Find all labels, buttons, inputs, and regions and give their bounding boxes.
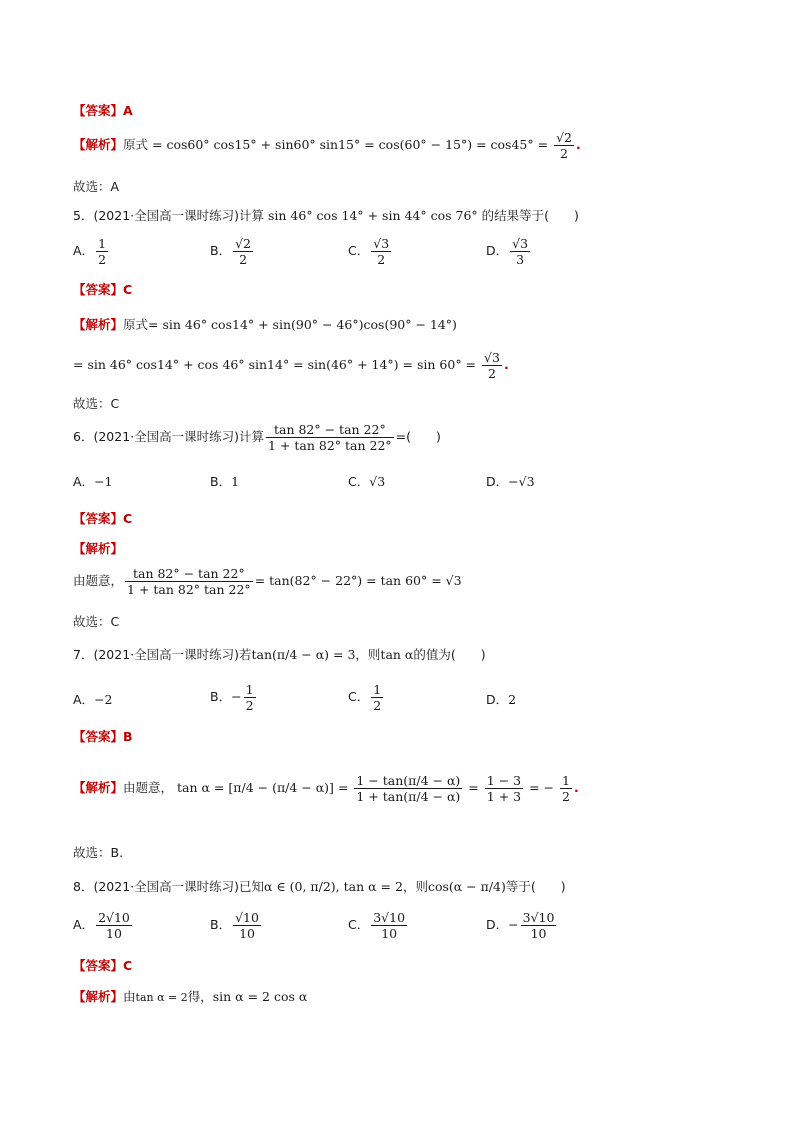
q5-option-d[interactable]: D． $\frac{√3}{3}$ — [486, 236, 529, 267]
q8-analysis-line — [73, 987, 307, 1005]
stem-expression: sin 46° cos 14° + sin 44° cos 76° — [267, 208, 478, 223]
stem-prefix: 8．(2021·全国高一课时练习)已知 — [73, 879, 264, 894]
analysis-fraction-1-3: $\frac{1 - 3}{1 + 3}$ — [486, 773, 522, 804]
analysis-equals-neg: = − — [529, 780, 554, 795]
q6-stem — [73, 422, 441, 453]
stem-prefix: 5．(2021·全国高一课时练习)计算 — [73, 208, 264, 223]
q7-stem — [73, 645, 486, 663]
analysis-equals: = — [337, 780, 349, 795]
stem-cos: cos(α − π/4) — [427, 879, 506, 894]
analysis-expression: = sin 46° cos14° + sin(90° − 46°)cos(90° − 14°) — [148, 317, 457, 332]
q7-option-c[interactable]: C． $\frac{1}{2}$ — [348, 682, 382, 713]
q5-option-c[interactable]: C． $\frac{√3}{2}$ — [348, 236, 390, 267]
q5-option-b[interactable]: B． $\frac{√2}{2}$ — [210, 236, 251, 267]
q6-analysis-line — [73, 566, 462, 597]
analysis-fraction: $\frac{\tan 82^\circ - \tan 22^\circ}{1 + \tan 82^\circ \tan 22^\circ}$ — [127, 566, 251, 597]
stem-mid: ，则 — [402, 879, 428, 894]
choose-label: 故选： — [73, 614, 111, 629]
analysis-mid: 得， — [187, 989, 213, 1004]
analysis-expression: = cos60° cos15° + sin60° sin15° = cos(60° − 15°) = cos45° = — [152, 137, 549, 152]
q8-answer-line — [73, 956, 132, 974]
answer-value: C — [123, 958, 133, 973]
analysis-expression-2: sin α = 2 cos α — [212, 989, 308, 1004]
q7-analysis-line: 【解析】由题意， tan α = [π/4 − (π/4 − α)] = $\frac{1 - \tan(\pi/4 - \alpha)}{1 + \tan(\pi/4 - \alpha)}$ = $\frac{1 - 3}{1 + 3}$ = − $\frac{1}{2}$ . — [73, 773, 579, 804]
q6-option-a[interactable]: A．−1 — [73, 474, 113, 489]
q6-choose-line — [73, 612, 119, 630]
answer-value: B — [123, 729, 133, 744]
choose-label: 故选： — [73, 845, 111, 860]
q7-answer-line — [73, 727, 133, 745]
choose-value: B. — [110, 845, 124, 860]
analysis-tag: 【解析】 — [73, 541, 124, 556]
q6-option-c[interactable]: C．√3 — [348, 474, 386, 489]
choose-value: A — [110, 179, 120, 194]
q6-option-b[interactable]: B．1 — [210, 474, 240, 489]
q6-option-d[interactable]: D．−√3 — [486, 474, 535, 489]
analysis-prefix: 由题意， — [73, 573, 124, 588]
q5-stem — [73, 206, 579, 224]
analysis-prefix: 由 — [123, 989, 136, 1004]
analysis-expression: = tan(82° − 22°) = tan 60° = √3 — [254, 573, 462, 588]
q4-answer-line — [73, 101, 133, 119]
q4-choose-line — [73, 177, 119, 195]
analysis-prefix: 由题意， — [123, 780, 174, 795]
q8-option-c[interactable]: C． $\frac{3√10}{10}$ — [348, 910, 406, 941]
q8-option-d[interactable]: D．− $\frac{3√10}{10}$ — [486, 910, 555, 941]
q8-stem — [73, 877, 566, 895]
analysis-prefix: 原式 — [123, 137, 149, 152]
analysis-tag: 【解析】 — [73, 317, 124, 332]
answer-value: C — [123, 511, 133, 526]
analysis-tag: 【解析】 — [73, 989, 124, 1004]
analysis-final-fraction: $\frac{1}{2}$ — [561, 773, 570, 804]
q4-analysis-line: 【解析】原式 = cos60° cos15° + sin60° sin15° = cos(60° − 15°) = cos45° = $\frac{√2}{2}$ . — [73, 130, 581, 161]
result-fraction: $\frac{√2}{2}$ — [556, 130, 572, 161]
stem-prefix: 7．(2021·全国高一课时练习)若 — [73, 647, 252, 662]
q7-option-a[interactable]: A．−2 — [73, 692, 113, 707]
analysis-expression-1: tan α = 2 — [135, 991, 188, 1004]
analysis-expression: = sin 46° cos14° + cos 46° sin14° = sin(46° + 14°) = sin 60° = — [73, 357, 477, 372]
q5-choose-line — [73, 394, 119, 412]
stem-suffix: 等于( ) — [505, 879, 566, 894]
analysis-tan: tan α = — [177, 780, 225, 795]
answer-value: A — [123, 103, 133, 118]
analysis-big-fraction: $\frac{1 - \tan(\pi/4 - \alpha)}{1 + \tan(\pi/4 - \alpha)}$ — [356, 773, 461, 804]
stem-suffix: 的值为( ) — [413, 647, 486, 662]
analysis-bracket: [π/4 − (π/4 − α)] — [228, 780, 334, 795]
choose-value: C — [110, 614, 120, 629]
stem-suffix: =( ) — [395, 429, 441, 444]
stem-expression: α ∈ (0, π/2), tan α = 2 — [264, 879, 403, 894]
answer-tag: 【答案】 — [73, 729, 124, 744]
choose-label: 故选： — [73, 179, 111, 194]
q5-answer-line — [73, 280, 132, 298]
q8-option-a[interactable]: A． $\frac{2√10}{10}$ — [73, 910, 130, 941]
answer-tag: 【答案】 — [73, 511, 124, 526]
answer-tag: 【答案】 — [73, 282, 124, 297]
analysis-prefix: 原式 — [123, 317, 149, 332]
analysis-tag: 【解析】 — [73, 137, 124, 152]
q5-option-a[interactable]: A． $\frac{1}{2}$ — [73, 236, 107, 267]
q7-option-d[interactable]: D．2 — [486, 692, 517, 707]
stem-suffix: 的结果等于( ) — [481, 208, 579, 223]
stem-prefix: 6．(2021·全国高一课时练习)计算 — [73, 429, 264, 444]
q8-option-b[interactable]: B． $\frac{√10}{10}$ — [210, 910, 259, 941]
answer-value: C — [123, 282, 133, 297]
q5-analysis-line1 — [73, 315, 457, 333]
stem-variable: tan α — [380, 647, 414, 662]
stem-expression: tan(π/4 − α) = 3 — [251, 647, 356, 662]
q7-option-b[interactable]: B．− $\frac{1}{2}$ — [210, 682, 254, 713]
stem-mid: ，则 — [355, 647, 381, 662]
choose-value: C — [110, 396, 120, 411]
q6-analysis-tag-line — [73, 539, 123, 557]
answer-tag: 【答案】 — [73, 958, 124, 973]
answer-tag: 【答案】 — [73, 103, 124, 118]
q7-choose-line — [73, 843, 123, 861]
stem-fraction: $\frac{\tan 82^\circ - \tan 22^\circ}{1 + \tan 82^\circ \tan 22^\circ}$ — [268, 422, 392, 453]
choose-label: 故选： — [73, 396, 111, 411]
q6-answer-line — [73, 509, 132, 527]
result-fraction: $\frac{√3}{2}$ — [484, 350, 500, 381]
analysis-tag: 【解析】 — [73, 780, 124, 795]
q5-analysis-line2: = sin 46° cos14° + cos 46° sin14° = sin(46° + 14°) = sin 60° = $\frac{√3}{2}$ . — [73, 350, 509, 381]
